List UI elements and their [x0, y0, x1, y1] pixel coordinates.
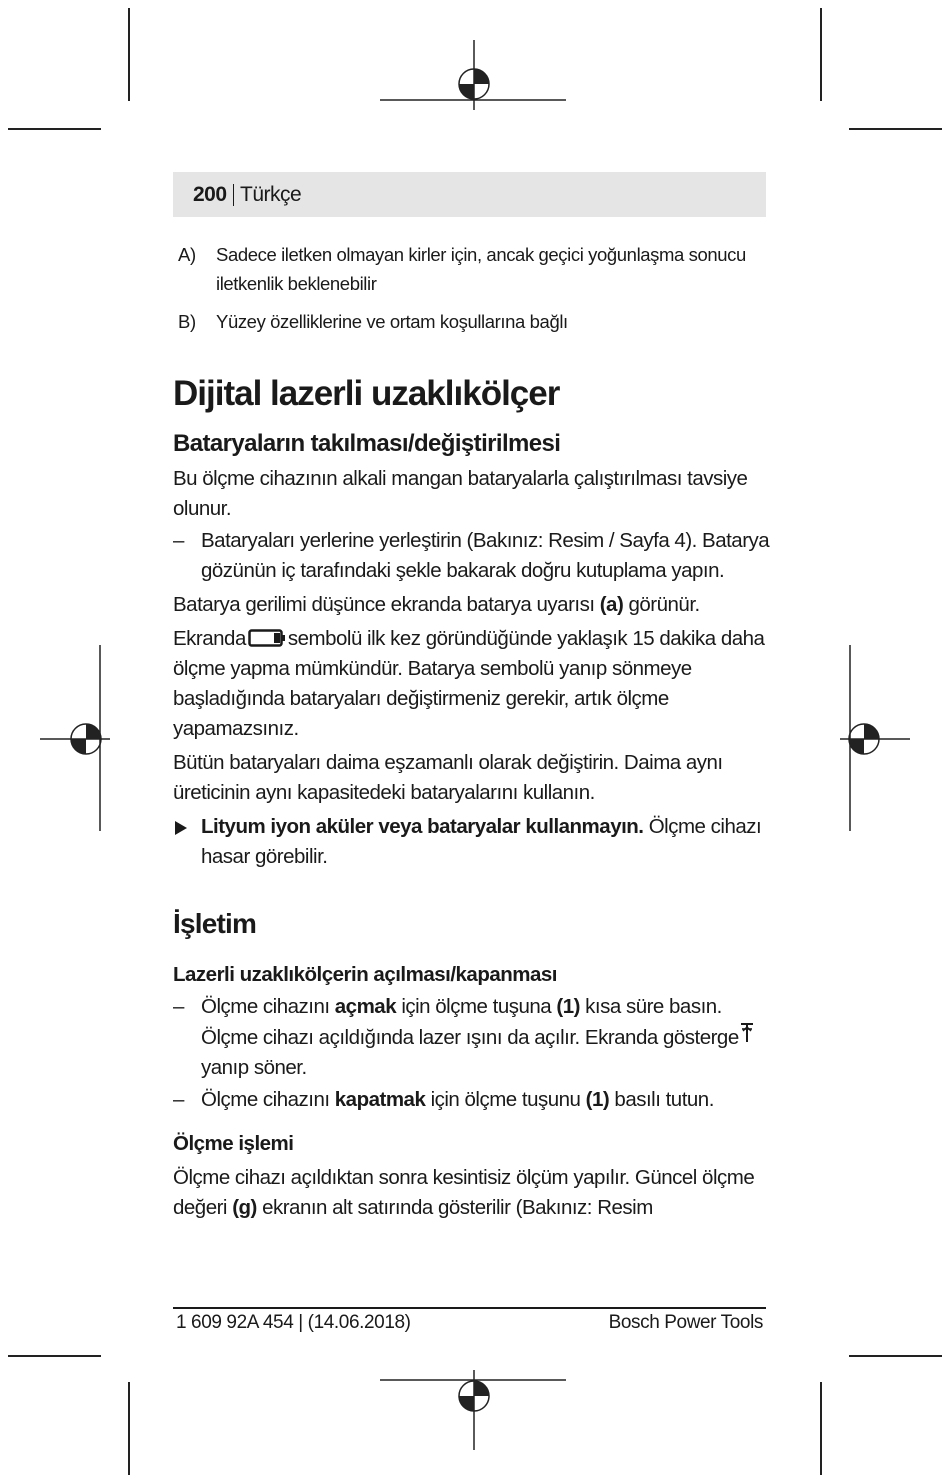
text-run: Ölçme cihazı açıldıktan sonra kesintisiz ölçüm yapılır. Güncel ölçme değeri [173, 1166, 755, 1219]
battery-warning [173, 812, 773, 872]
registration-mark-icon [840, 645, 910, 835]
registration-mark-icon [380, 40, 570, 110]
footer-doc-id: 1 609 92A 454 | (14.06.2018) [176, 1312, 411, 1333]
dash-bullet: – [173, 1088, 184, 1111]
header-separator [233, 184, 235, 206]
footnote-text: Sadece iletken olmayan kirler için, ancak geçici yoğunlaşma sonucu iletkenlik beklenebilir [216, 244, 746, 294]
battery-heading: Bataryaların takılması/değiştirilmesi [173, 430, 561, 457]
text-run: Ekranda [173, 627, 246, 650]
text-run: yanıp söner. [201, 1056, 307, 1079]
crop-mark-bottom-right-v [820, 1382, 822, 1475]
footnote-text: Yüzey özelliklerine ve ortam koşullarına bağlı [216, 311, 568, 332]
battery-paragraph-1: Bu ölçme cihazının alkali mangan bataryalarla çalıştırılması tavsiye olunur. [173, 467, 748, 520]
page-content [173, 240, 773, 1223]
header-language: Türkçe [240, 182, 302, 206]
text-run: için ölçme tuşunu [425, 1088, 586, 1111]
footnote-mark: A) [178, 244, 196, 265]
battery-paragraph-2 [173, 590, 773, 620]
footer-rule [173, 1307, 766, 1309]
crop-mark-top-left-h [8, 128, 101, 130]
measure-paragraph [173, 1163, 773, 1223]
ref-label: (a) [599, 593, 624, 616]
battery-paragraph-3 [173, 624, 773, 744]
text-run: sembolü ilk kez göründüğünde yaklaşık 15 dakika daha ölçme yapma mümkündür. Batarya sembolü yanıp sönmeye başladığında bataryaları değiştirmeniz gerekir, artık ölçme yapamazsınız. [173, 627, 765, 740]
dash-bullet: – [173, 529, 184, 552]
warning-text: Ölçme cihazı hasar görebilir. [201, 815, 762, 868]
text-run: Batarya gerilimi düşünce ekranda batarya uyarısı [173, 593, 600, 616]
footnote-a [173, 240, 773, 298]
crop-mark-bottom-left-h [8, 1355, 101, 1357]
bold-text: kapatmak [334, 1088, 426, 1111]
warning-bold-text: Lityum iyon aküler veya bataryalar kullanmayın. [201, 815, 644, 838]
bold-text: açmak [334, 995, 397, 1018]
battery-dash-item [173, 526, 773, 586]
operation-title: İşletim [173, 908, 257, 939]
ref-label: (1) [585, 1088, 610, 1111]
on-dash-item [173, 992, 773, 1083]
text-run: kısa süre basın. Ölçme cihazı açıldığında lazer ışını da açılır. Ekranda gösterge [201, 995, 739, 1049]
measure-heading: Ölçme işlemi [173, 1132, 294, 1155]
laser-indicator-icon [740, 1022, 754, 1042]
footnote-mark: B) [178, 311, 196, 332]
page-header [173, 172, 766, 217]
footnote-b [173, 307, 773, 336]
battery-low-icon [248, 629, 286, 647]
crop-mark-top-left-v [128, 8, 130, 101]
off-dash-item [173, 1085, 773, 1115]
triangle-bullet-icon [175, 821, 187, 835]
dash-bullet: – [173, 995, 184, 1018]
battery-paragraph-4: Bütün bataryaları daima eşzamanlı olarak değiştirin. Daima aynı üreticinin aynı kapasitedeki bataryalarını kullanın. [173, 751, 723, 804]
text-run: görünür. [623, 593, 700, 616]
crop-mark-top-right-h [849, 128, 942, 130]
registration-mark-icon [380, 1370, 570, 1450]
text-run: basılı tutun. [609, 1088, 714, 1111]
text-run: Ölçme cihazını [201, 1088, 335, 1111]
text-run: Ölçme cihazını [201, 995, 335, 1018]
crop-mark-bottom-left-v [128, 1382, 130, 1475]
dash-item-text: Bataryaları yerlerine yerleştirin (Bakınız: Resim / Sayfa 4). Batarya gözünün iç tarafındaki şekle bakarak doğru kutuplama yapın. [201, 529, 770, 582]
page-number: 200 [193, 182, 227, 206]
crop-mark-bottom-right-h [849, 1355, 942, 1357]
text-run: için ölçme tuşuna [396, 995, 557, 1018]
crop-mark-top-right-v [820, 8, 822, 101]
on-off-heading: Lazerli uzaklıkölçerin açılması/kapanması [173, 963, 558, 986]
registration-mark-icon [40, 645, 110, 835]
ref-label: (g) [232, 1196, 257, 1219]
ref-label: (1) [556, 995, 580, 1018]
section-title: Dijital lazerli uzaklıkölçer [173, 374, 560, 413]
footer-brand: Bosch Power Tools [608, 1312, 763, 1333]
text-run: ekranın alt satırında gösterilir (Bakınız: Resim [256, 1196, 653, 1219]
